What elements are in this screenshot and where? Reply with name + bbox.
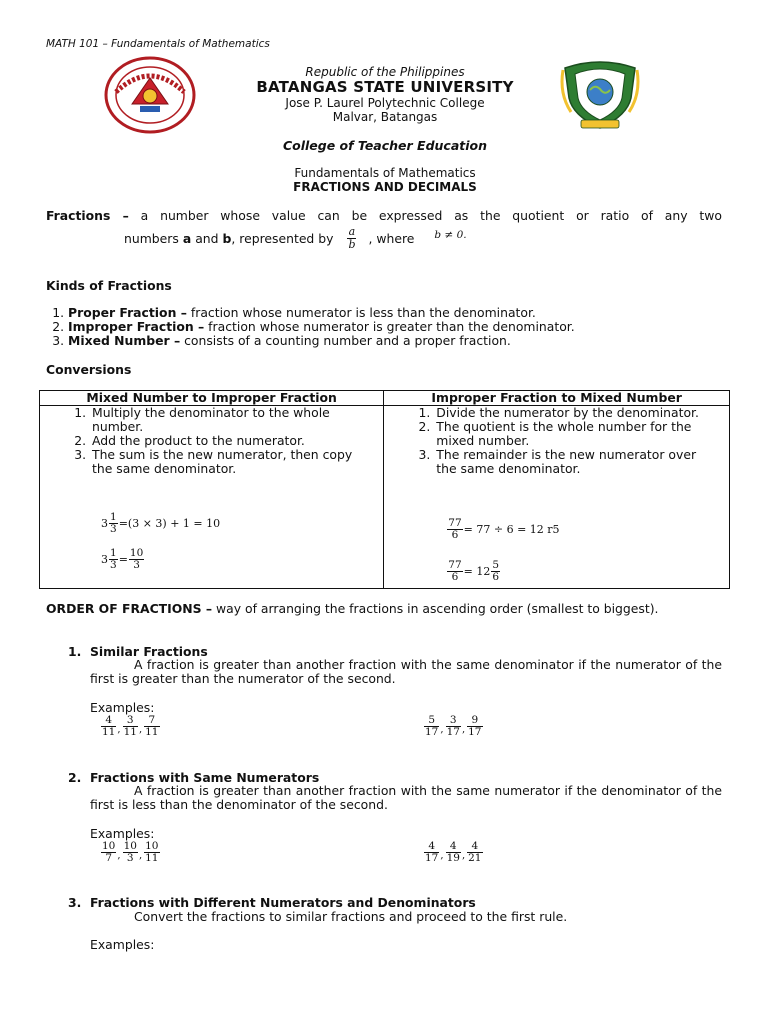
subject-title: Fundamentals of Mathematics: [294, 166, 476, 180]
separator: ,: [440, 724, 444, 735]
separator: ,: [117, 850, 121, 861]
mixed-to-improper-steps: [40, 406, 360, 476]
list-item: [68, 320, 748, 334]
example-fraction: [424, 841, 439, 864]
fraction-denominator: 17: [468, 726, 482, 738]
rule-title-text: Fractions with Same Numerators: [89, 770, 320, 785]
rule-2-examples-right: [424, 841, 483, 864]
definition-term: Fractions –: [46, 208, 129, 223]
fraction-a-over-b: [347, 226, 356, 251]
fraction-numerator: 1: [110, 511, 117, 523]
improper-to-mixed-steps: [384, 406, 719, 476]
mixed-whole: 3: [101, 553, 108, 566]
fraction-numerator: 1: [110, 547, 117, 559]
conversions-heading: Conversions: [46, 362, 132, 377]
fraction-numerator: 5: [492, 559, 500, 571]
course-title: MATH 101 – Fundamentals of Mathematics: [46, 38, 270, 50]
equation-rest: =(3 × 3) + 1 = 10: [118, 517, 221, 530]
topic-title: FRACTIONS AND DECIMALS: [293, 180, 477, 194]
example-fraction: [467, 841, 482, 864]
kinds-heading: Kinds of Fractions: [46, 278, 172, 293]
rule-3-examples-label: Examples:: [90, 937, 155, 952]
improper-equation-2: [447, 560, 500, 583]
mixed-fraction-result: [491, 560, 500, 583]
college-address: Malvar, Batangas: [332, 110, 438, 124]
variable-a: a: [182, 231, 192, 246]
rule-2-text: A fraction is greater than another fraction with the same numerator if the denominator of the first is less than the denominator of the second.: [90, 783, 722, 812]
variable-b: b: [222, 231, 232, 246]
fraction-denominator: 7: [105, 852, 113, 864]
separator: ,: [440, 850, 444, 861]
fraction-numerator: 10: [123, 840, 137, 852]
order-definition: [46, 602, 722, 616]
separator: ,: [461, 850, 466, 861]
mixed-fraction: [109, 548, 118, 571]
definition-and-word: and: [195, 231, 219, 246]
conversions-table: [39, 390, 730, 589]
equation-rest: = 12: [463, 565, 491, 578]
list-item: 3. The remainder is the new numerator over the same denominator.: [434, 448, 719, 476]
kind-description: fraction whose numerator is greater than the denominator.: [208, 319, 575, 334]
rule-title-text: Similar Fractions: [89, 644, 208, 659]
definition-line-1: [46, 208, 722, 223]
equation-rest: = 77 ÷ 6 = 12 r5: [463, 523, 560, 536]
list-item: [68, 334, 748, 348]
fraction-numerator: 10: [102, 840, 116, 852]
example-fraction: [446, 715, 461, 738]
fraction-denominator: 3: [133, 559, 140, 571]
fraction-numerator: a: [348, 225, 356, 238]
example-fraction: [101, 841, 116, 864]
fraction-denominator: 11: [145, 852, 159, 864]
mixed-equation-1: [101, 512, 220, 535]
university-seal-left: [104, 56, 196, 134]
example-fraction: [123, 841, 138, 864]
rule-2-title: 2. Fractions with Same Numerators: [68, 770, 320, 785]
fraction-denominator: b: [348, 238, 356, 251]
fraction-numerator: 4: [467, 841, 482, 853]
rule-1-examples-right: [424, 715, 483, 738]
improper-to-mixed-cell: [384, 406, 730, 589]
rule-2-examples-label: Examples:: [90, 826, 155, 841]
fraction-denominator: 21: [468, 852, 482, 864]
fraction-denominator: 17: [425, 726, 439, 738]
order-term: ORDER OF FRACTIONS –: [46, 601, 213, 616]
fraction-numerator: 77: [448, 559, 462, 571]
university-seal-left-icon: [104, 56, 196, 134]
improper-fraction: [447, 560, 462, 583]
list-item: 1. Multiply the denominator to the whole number.: [90, 406, 360, 434]
kind-term: Improper Fraction –: [68, 319, 205, 334]
list-item: 2. Add the product to the numerator.: [90, 434, 360, 448]
separator: ,: [138, 724, 143, 735]
separator: ,: [138, 850, 143, 861]
rule-1-examples-label: Examples:: [90, 700, 155, 715]
order-text: way of arranging the fractions in ascending order (smallest to biggest).: [216, 601, 659, 616]
definition-represented-by: , represented by: [231, 231, 334, 246]
example-fraction: [144, 841, 159, 864]
fraction-numerator: 4: [424, 841, 439, 853]
example-fraction: [101, 715, 116, 738]
rule-3-title: 3. Fractions with Different Numerators and Denominators: [68, 895, 476, 910]
kind-term: Proper Fraction –: [68, 305, 187, 320]
definition-line-2: [124, 226, 467, 251]
fraction-denominator: 11: [123, 726, 137, 738]
fraction-denominator: 3: [126, 852, 134, 864]
fraction-numerator: 5: [424, 715, 439, 727]
rule-2-examples-left: [101, 841, 160, 864]
equals-sign: =: [118, 553, 128, 566]
fraction-numerator: 77: [448, 517, 462, 529]
list-item: 1. Divide the numerator by the denominator.: [434, 406, 719, 420]
fraction-denominator: 17: [425, 852, 439, 864]
mixed-to-improper-cell: [40, 406, 384, 589]
list-item: 2. The quotient is the whole number for the mixed number.: [434, 420, 719, 448]
department-name: College of Teacher Education: [282, 138, 488, 153]
fraction-numerator: 7: [144, 715, 159, 727]
kind-term: Mixed Number –: [68, 333, 181, 348]
fraction-denominator: 19: [446, 852, 460, 864]
fraction-numerator: 10: [129, 547, 144, 559]
rule-1-examples-left: [101, 715, 160, 738]
example-fraction: [424, 715, 439, 738]
definition-text: a number whose value can be expressed as the quotient or ratio of any two: [140, 208, 722, 223]
fraction-denominator: 3: [110, 523, 117, 535]
fraction-denominator: 6: [492, 571, 500, 583]
mixed-whole: 3: [101, 517, 108, 530]
university-name: BATANGAS STATE UNIVERSITY: [256, 78, 514, 96]
table-header-mixed-to-improper: Mixed Number to Improper Fraction: [40, 391, 384, 406]
improper-fraction: [447, 518, 462, 541]
fraction-denominator: 6: [451, 571, 459, 583]
example-fraction: [123, 715, 138, 738]
definition-where: , where: [368, 231, 415, 246]
example-fraction: [467, 715, 482, 738]
definition-numbers-word: numbers: [124, 231, 179, 246]
mixed-fraction: [109, 512, 118, 535]
fraction-denominator: 11: [102, 726, 116, 738]
improper-equation-1: [447, 518, 559, 541]
example-fraction: [144, 715, 159, 738]
list-item: 3. The sum is the new numerator, then copy the same denominator.: [90, 448, 360, 476]
fraction-denominator: 11: [145, 726, 159, 738]
fraction-numerator: 3: [446, 715, 461, 727]
fraction-numerator: 10: [145, 840, 159, 852]
kind-description: fraction whose numerator is less than the denominator.: [190, 305, 536, 320]
improper-fraction-result: [129, 548, 144, 571]
fraction-denominator: 3: [110, 559, 117, 571]
fraction-numerator: 4: [101, 715, 116, 727]
kinds-list: [46, 306, 748, 348]
fraction-denominator: 6: [451, 529, 459, 541]
definition-condition: b ≠ 0.: [434, 228, 467, 241]
list-item: [68, 306, 748, 320]
separator: ,: [461, 724, 466, 735]
fraction-denominator: 17: [446, 726, 460, 738]
fraction-numerator: 3: [123, 715, 138, 727]
kind-description: consists of a counting number and a proper fraction.: [184, 333, 511, 348]
college-name: Jose P. Laurel Polytechnic College: [285, 96, 485, 110]
republic-line: Republic of the Philippines: [305, 65, 465, 79]
separator: ,: [117, 724, 121, 735]
rule-1-title: 1. Similar Fractions: [68, 644, 208, 659]
example-fraction: [446, 841, 461, 864]
fraction-numerator: 4: [446, 841, 461, 853]
rule-title-text: Fractions with Different Numerators and Denominators: [89, 895, 476, 910]
table-header-improper-to-mixed: Improper Fraction to Mixed Number: [384, 391, 730, 406]
mixed-equation-2: [101, 548, 144, 571]
rule-1-text: A fraction is greater than another fraction with the same denominator if the numerator of the first is greater than the numerator of the second.: [90, 657, 722, 686]
fraction-numerator: 9: [467, 715, 482, 727]
rule-3-text: Convert the fractions to similar fractions and proceed to the first rule.: [134, 909, 568, 924]
